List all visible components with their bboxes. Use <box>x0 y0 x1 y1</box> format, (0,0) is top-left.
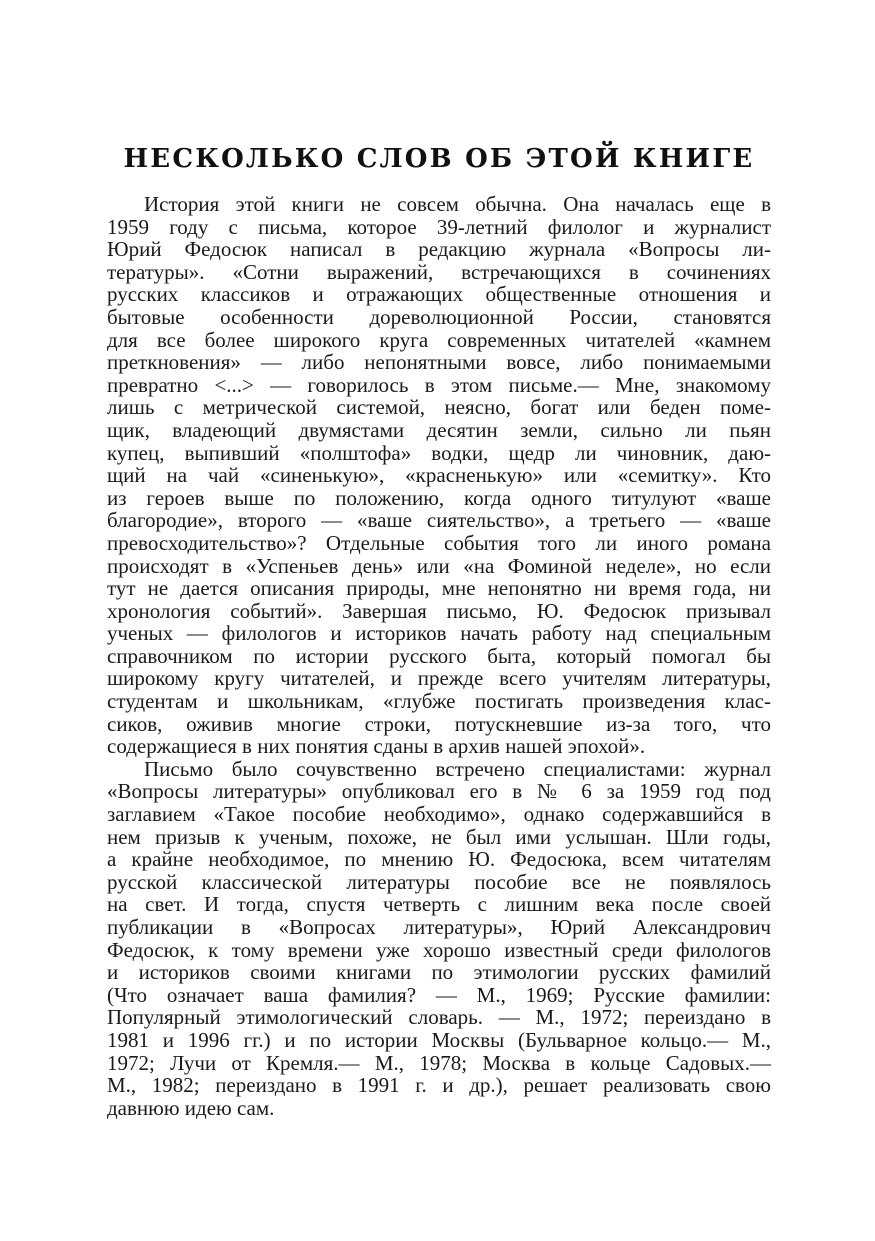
text-line: сиков, оживив многие строки, потускневшие из-за того, что <box>107 711 771 736</box>
text-line: содержащиеся в них понятия сданы в архив нашей эпохой». <box>107 734 646 759</box>
text-line: на свет. И тогда, спустя четверть с лишним века после своей <box>107 892 771 917</box>
text-line: широкому кругу читателей, и прежде всего учителям литературы, <box>107 666 771 691</box>
text-line: Федосюк, к тому времени уже хорошо известный среди филологов <box>107 937 771 962</box>
text-line: студентам и школьникам, «глубже постигать произведения клас- <box>107 689 771 714</box>
text-line: происходят в «Успеньев день» или «на Фоминой неделе», но если <box>107 553 771 578</box>
text-line: нем призыв к ученым, похоже, не был ими услышан. Шли годы, <box>107 824 771 849</box>
text-line: История этой книги не совсем обычна. Она началась еще в <box>144 192 771 216</box>
text-line: заглавием «Такое пособие необходимо», однако содержавшийся в <box>107 802 771 827</box>
text-line: публикации в «Вопросах литературы», Юрий Александрович <box>107 915 771 939</box>
text-line: лишь с метрической системой, неясно, богат или беден поме- <box>107 395 771 420</box>
text-line: щик, владеющий двумястами десятин земли, сильно ли пьян <box>107 417 771 442</box>
text-line: русских классиков и отражающих общественные отношения и <box>107 282 771 307</box>
text-line: русской классической литературы пособие все не появлялось <box>107 869 771 894</box>
text-line: Письмо было сочувственно встречено специалистами: журнал <box>144 756 771 781</box>
text-line: 1959 году с письма, которое 39-летний филолог и журналист <box>107 214 771 239</box>
text-line: для все более широкого круга современных читателей «камнем <box>107 327 771 352</box>
text-line: давнюю идею сам. <box>107 1095 275 1120</box>
text-line: М., 1982; переиздано в 1991 г. и др.), решает реализовать свою <box>107 1073 771 1098</box>
text-line: (Что означает ваша фамилия? — М., 1969; Русские фамилии: <box>107 982 771 1007</box>
text-line: «Вопросы литературы» опубликовал его в № 6 за 1959 год под <box>107 779 771 804</box>
text-line: а крайне необходимое, по мнению Ю. Федосюка, всем читателям <box>107 847 771 872</box>
text-line: щий на чай «синенькую», «красненькую» или «семитку». Кто <box>107 463 771 488</box>
paragraph-1 <box>107 193 771 758</box>
text-line: благородие», второго — «ваше сиятельство», а третьего — «ваше <box>107 508 771 533</box>
text-line: тературы». «Сотни выражений, встречающихся в сочинениях <box>107 259 771 284</box>
body-text <box>107 193 771 1119</box>
text-line: 1972; Лучи от Кремля.— М., 1978; Москва в кольце Садовых.— <box>107 1050 771 1075</box>
text-line: хронология событий». Завершая письмо, Ю. Федосюк призывал <box>107 598 771 623</box>
text-line: бытовые особенности дореволюционной России, становятся <box>107 304 771 329</box>
text-line: превратно <...> — говорилось в этом письме.— Мне, знакомому <box>107 372 771 397</box>
text-line: тут не дается описания природы, мне непонятно ни время года, ни <box>107 576 771 601</box>
text-line: справочником по истории русского быта, который помогал бы <box>107 643 771 668</box>
page-title: НЕСКОЛЬКО СЛОВ ОБ ЭТОЙ КНИГЕ <box>123 144 755 174</box>
text-line: из героев выше по положению, когда одного титулуют «ваше <box>107 485 771 510</box>
text-line: Юрий Федосюк написал в редакцию журнала «Вопросы ли- <box>107 237 771 262</box>
text-line: 1981 и 1996 гг.) и по истории Москвы (Бульварное кольцо.— М., <box>107 1027 771 1052</box>
text-line: и историков своими книгами по этимологии русских фамилий <box>107 960 771 985</box>
text-line: преткновения» — либо непонятными вовсе, либо понимаемыми <box>107 350 771 375</box>
text-line: купец, выпивший «полштофа» водки, щедр ли чиновник, даю- <box>107 440 771 465</box>
paragraph-2 <box>107 758 771 1120</box>
text-line: превосходительство»? Отдельные события того ли иного романа <box>107 530 771 555</box>
text-line: ученых — филологов и историков начать работу над специальным <box>107 621 771 646</box>
text-line: Популярный этимологический словарь. — М., 1972; переиздано в <box>107 1005 771 1030</box>
